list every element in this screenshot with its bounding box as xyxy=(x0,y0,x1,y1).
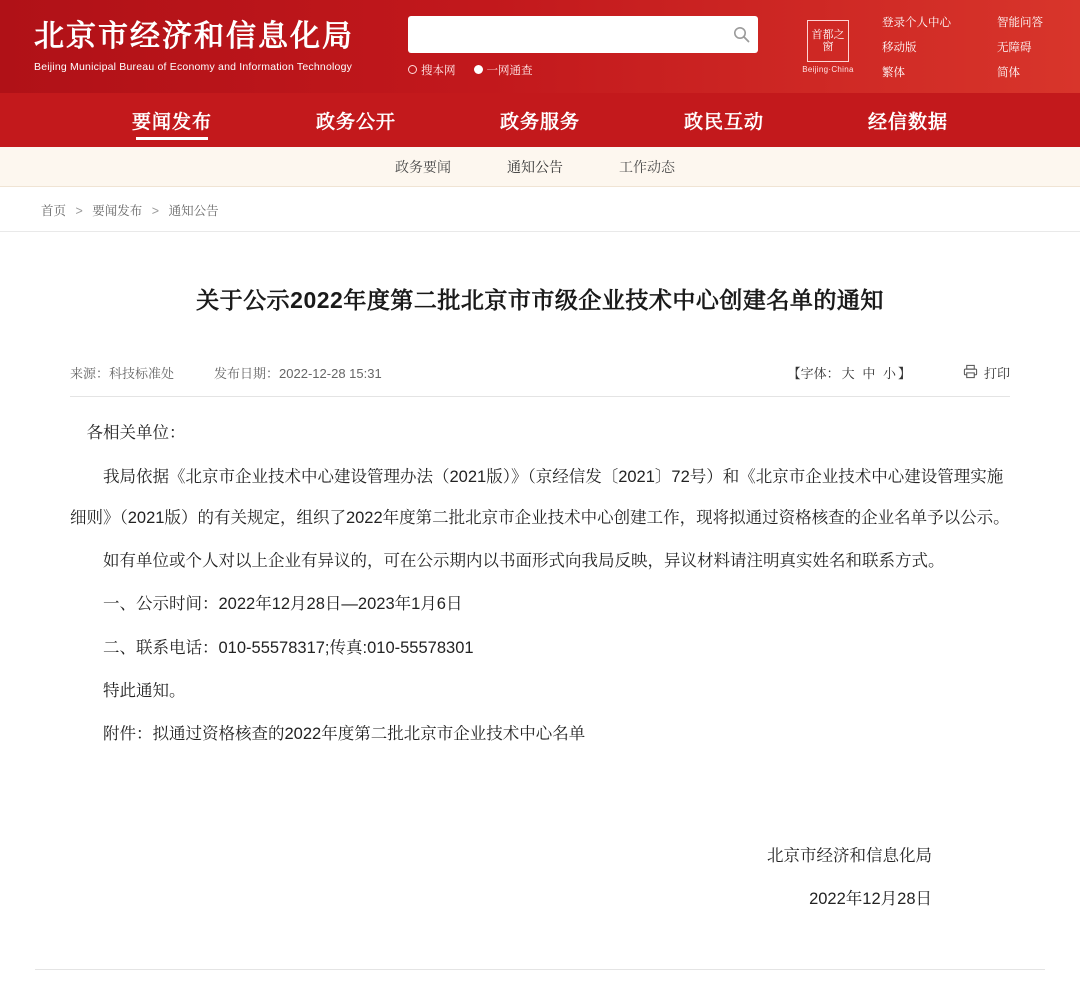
main-navigation xyxy=(0,93,1080,147)
link-simplified-chinese[interactable]: 简体 xyxy=(997,66,1020,79)
breadcrumb-item-tongzhigonggao[interactable]: 通知公告 xyxy=(168,204,219,218)
subnav-item-tongzhigonggao[interactable]: 通知公告 xyxy=(507,158,563,175)
print-label: 打印 xyxy=(983,366,1010,382)
font-size-label: 【字体： xyxy=(787,366,840,382)
logo-title-cn: 北京市经济和信息化局 xyxy=(34,20,354,54)
search-scope-options xyxy=(408,62,758,78)
nav-label: 政民互动 xyxy=(684,111,765,133)
page-bottom-divider xyxy=(35,969,1045,970)
search-scope-site[interactable] xyxy=(408,62,456,78)
article-container xyxy=(35,247,1045,921)
search-block xyxy=(408,16,758,78)
article-paragraph: 二、联系电话：010-55578317;传真:010-55578301 xyxy=(103,638,474,657)
nav-label: 要闻发布 xyxy=(131,111,212,133)
page-title: 关于公示2022年度第二批北京市市级企业技术中心创建名单的通知 xyxy=(196,287,884,314)
font-size-control xyxy=(788,363,911,382)
link-accessibility[interactable]: 无障碍 xyxy=(997,41,1032,54)
search-input[interactable] xyxy=(408,18,724,51)
radio-icon xyxy=(408,65,417,74)
nav-item-zhengwugongkai[interactable] xyxy=(264,93,448,147)
signature-organization: 北京市经济和信息化局 xyxy=(767,847,932,866)
subnav-item-gongzuodongtai[interactable]: 工作动态 xyxy=(619,158,675,175)
breadcrumb-item-home[interactable]: 首页 xyxy=(41,204,67,218)
search-bar[interactable] xyxy=(408,16,758,53)
capital-window-seal[interactable] xyxy=(800,19,856,75)
nav-item-yaowen[interactable] xyxy=(80,93,264,147)
search-scope-all-label: 一网通查 xyxy=(486,64,533,77)
font-size-small[interactable]: 小 xyxy=(882,366,896,382)
link-smart-qa[interactable]: 智能问答 xyxy=(997,16,1043,29)
header-utility-links xyxy=(882,14,1043,80)
subnav-item-zhengwuyaowen[interactable]: 政务要闻 xyxy=(395,158,451,175)
search-scope-site-label: 搜本网 xyxy=(421,64,456,77)
article-paragraph: 如有单位或个人对以上企业有异议的，可在公示期内以书面形式向我局反映，异议材料请注明真实姓名和联系方式。 xyxy=(103,552,945,571)
article-source xyxy=(70,363,174,382)
nav-label: 政务服务 xyxy=(499,111,580,133)
link-mobile-version[interactable]: 移动版 xyxy=(882,41,917,54)
article-attachment[interactable]: 附件：拟通过资格核查的2022年度第二批北京市企业技术中心名单 xyxy=(103,725,586,744)
sub-navigation xyxy=(0,147,1080,187)
article-date-label: 发布日期： xyxy=(214,366,280,382)
seal-caption: Beijing·China xyxy=(802,64,854,74)
print-button[interactable] xyxy=(963,363,1010,382)
nav-item-zhengwufuwu[interactable] xyxy=(448,93,632,147)
search-scope-all[interactable] xyxy=(474,62,533,78)
article-body xyxy=(70,397,1010,921)
article-source-label: 来源： xyxy=(70,366,110,382)
article-date-value: 2022-12-28 15:31 xyxy=(279,366,382,382)
nav-label: 经信数据 xyxy=(868,111,949,133)
font-size-large[interactable]: 大 xyxy=(841,366,855,382)
utility-links-col-2 xyxy=(997,14,1043,80)
article-paragraph: 我局依据《北京市企业技术中心建设管理办法（2021版）》（京经信发〔2021〕72号）和《北京市企业技术中心建设管理实施细则》（2021版）的有关规定，组织了2022年度第二批北京市企业技术中心创建工作，现将拟通过资格核查的企业名单予以公示。 xyxy=(70,467,1010,527)
link-traditional-chinese[interactable]: 繁体 xyxy=(882,66,905,79)
font-size-medium[interactable]: 中 xyxy=(862,366,876,382)
article-date xyxy=(214,363,382,382)
site-logo[interactable] xyxy=(34,20,384,73)
search-icon[interactable] xyxy=(724,26,758,43)
breadcrumb-bar xyxy=(0,187,1080,232)
utility-links-col-1 xyxy=(882,14,951,80)
article-source-value: 科技标准处 xyxy=(109,366,175,382)
site-header xyxy=(0,0,1080,93)
nav-item-jingxinshuju[interactable] xyxy=(816,93,1000,147)
logo-title-en: Beijing Municipal Bureau of Economy and Information Technology xyxy=(34,60,353,73)
font-size-close-bracket: 】 xyxy=(897,366,911,382)
printer-icon xyxy=(963,364,978,382)
radio-icon xyxy=(474,65,483,74)
breadcrumb-separator: > xyxy=(151,204,160,218)
link-personal-center[interactable]: 登录个人中心 xyxy=(882,16,951,29)
breadcrumb xyxy=(35,187,1045,231)
breadcrumb-separator: > xyxy=(75,204,83,218)
signature-date: 2022年12月28日 xyxy=(809,890,932,909)
breadcrumb-item-yaowen[interactable]: 要闻发布 xyxy=(92,204,143,218)
nav-item-zhengminhudong[interactable] xyxy=(632,93,816,147)
nav-label: 政务公开 xyxy=(315,111,396,133)
seal-text: 首都之窗 xyxy=(807,20,849,62)
article-meta xyxy=(70,357,1010,397)
article-paragraph: 各相关单位： xyxy=(86,424,186,443)
article-paragraph: 一、公示时间：2022年12月28日—2023年1月6日 xyxy=(103,595,463,614)
article-paragraph: 特此通知。 xyxy=(103,681,186,700)
article-signature xyxy=(70,835,1010,921)
